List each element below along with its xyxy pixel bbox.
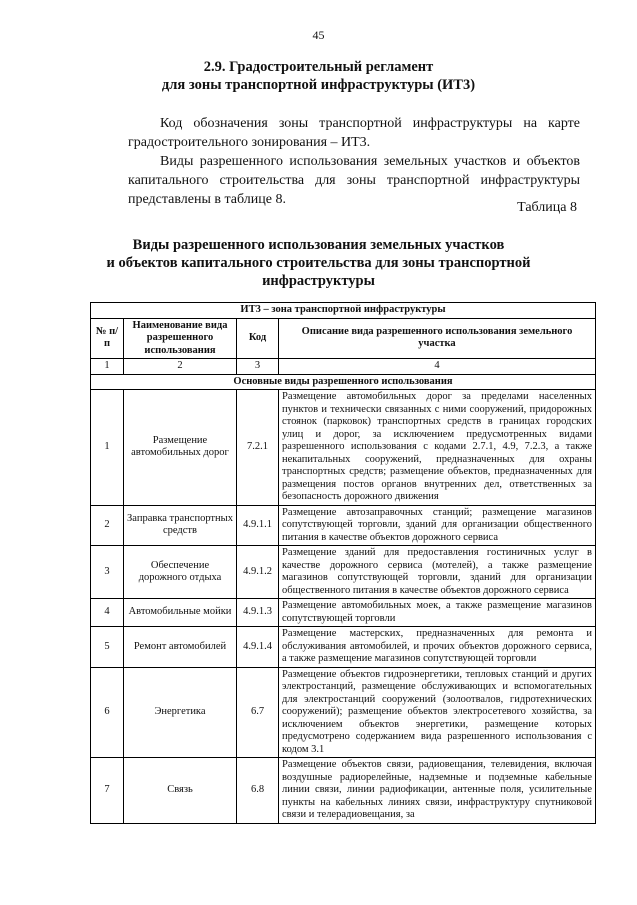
row-desc: Размещение мастерских, предназначенных для ремонта и обслуживания автомобилей, и прочих объектов дорожного сервиса, а также размещение магазинов сопутствующей торговли — [279, 627, 596, 668]
column-number-row — [91, 359, 596, 375]
row-name: Энергетика — [124, 667, 237, 758]
table-row — [91, 546, 596, 599]
row-num: 4 — [91, 599, 124, 627]
row-num: 7 — [91, 758, 124, 824]
page-number: 45 — [312, 28, 325, 42]
table-title-line1: Виды разрешенного использования земельных участков — [132, 237, 505, 253]
section-title — [0, 58, 637, 94]
paragraph-uses-intro-text: Виды разрешенного использования земельных участков и объектов капитального строительства для зоны транспортной инфраструктуры представлены в таблице 8. — [128, 154, 580, 207]
table-row — [91, 667, 596, 758]
table-row — [91, 390, 596, 506]
row-num: 3 — [91, 546, 124, 599]
row-code: 4.9.1.4 — [237, 627, 279, 668]
paragraph-uses-intro — [128, 152, 580, 209]
row-desc: Размещение зданий для предоставления гостиничных услуг в качестве дорожного сервиса (мотелей), а также размещение магазинов сопутствующей торговли, зданий для организации общественного питания в качестве объектов дорожного сервиса — [279, 546, 596, 599]
zone-header-cell: ИТ3 – зона транспортной инфраструктуры — [91, 303, 596, 319]
paragraph-zone-code — [128, 114, 580, 152]
table-title — [0, 236, 637, 290]
table-title-line2: и объектов капитального строительства для зоны транспортной — [106, 255, 531, 271]
col-number: 1 — [91, 359, 124, 375]
row-desc: Размещение автозаправочных станций; размещение магазинов сопутствующей торговли, зданий для организации общественного питания в качестве объектов дорожного сервиса — [279, 505, 596, 546]
col-number: 3 — [237, 359, 279, 375]
row-desc: Размещение автомобильных дорог за пределами населенных пунктов и технически связанных с ними сооружений, придорожных стоянок (парковок) транспортных средств в границах городских улиц и дорог, за исключением предусмотренных видами разрешенного использования с кодами 2.7.1, 4.9, 7.2.3, а также некапитальных сооружений, предназначенных для охраны транспортных средств; размещение объектов, предназначенных для размещения постов органов внутренних дел, ответственных за безопасность дорожного движения — [279, 390, 596, 506]
table-row — [91, 627, 596, 668]
table-row — [91, 758, 596, 824]
column-header-row — [91, 318, 596, 359]
group-header-row — [91, 374, 596, 390]
table-caption: Таблица 8 — [517, 200, 577, 215]
row-code: 4.9.1.3 — [237, 599, 279, 627]
group-header-cell: Основные виды разрешенного использования — [91, 374, 596, 390]
row-desc: Размещение объектов связи, радиовещания, телевидения, включая воздушные радиорелейные, надземные и подземные кабельные линии связи, линии радиофикации, антенные поля, усилительные пункты на кабельных линиях связи, инфраструктуру спутниковой связи и телерадиовещания, за — [279, 758, 596, 824]
col-header-code: Код — [237, 318, 279, 359]
row-desc: Размещение автомобильных моек, а также размещение магазинов сопутствующей торговли — [279, 599, 596, 627]
row-desc: Размещение объектов гидроэнергетики, тепловых станций и других электростанций, размещение обслуживающих и вспомогательных для электростанций сооружений (золоотвалов, гидротехнических сооружений); размещение объектов электросетевого хозяйства, за исключением объектов энергетики, размещение которых предусмотрено содержанием вида разрешенного использования с кодом 3.1 — [279, 667, 596, 758]
col-header-num: № п/п — [91, 318, 124, 359]
row-code: 4.9.1.2 — [237, 546, 279, 599]
paragraph-zone-code-text: Код обозначения зоны транспортной инфраструктуры на карте градостроительного зонирования – ИТ3. — [128, 116, 580, 150]
col-header-name: Наименование вида разрешенного использования — [124, 318, 237, 359]
row-code: 6.7 — [237, 667, 279, 758]
row-name: Заправка транспортных средств — [124, 505, 237, 546]
row-code: 4.9.1.1 — [237, 505, 279, 546]
row-name: Ремонт автомобилей — [124, 627, 237, 668]
col-number: 4 — [279, 359, 596, 375]
row-code: 7.2.1 — [237, 390, 279, 506]
table-title-line3: инфраструктуры — [262, 273, 375, 289]
table-row — [91, 599, 596, 627]
row-num: 2 — [91, 505, 124, 546]
row-num: 5 — [91, 627, 124, 668]
section-title-line2: для зоны транспортной инфраструктуры (ИТ3) — [161, 77, 476, 93]
row-num: 1 — [91, 390, 124, 506]
table-body — [91, 303, 596, 824]
table-row — [91, 505, 596, 546]
row-name: Автомобильные мойки — [124, 599, 237, 627]
row-num: 6 — [91, 667, 124, 758]
zone-header-row — [91, 303, 596, 319]
row-name: Связь — [124, 758, 237, 824]
row-name: Обеспечение дорожного отдыха — [124, 546, 237, 599]
land-use-table — [90, 302, 596, 824]
section-title-line1: 2.9. Градостроительный регламент — [203, 59, 434, 75]
col-number: 2 — [124, 359, 237, 375]
col-header-desc: Описание вида разрешенного использования земельного участка — [279, 318, 596, 359]
row-code: 6.8 — [237, 758, 279, 824]
row-name: Размещение автомобильных дорог — [124, 390, 237, 506]
